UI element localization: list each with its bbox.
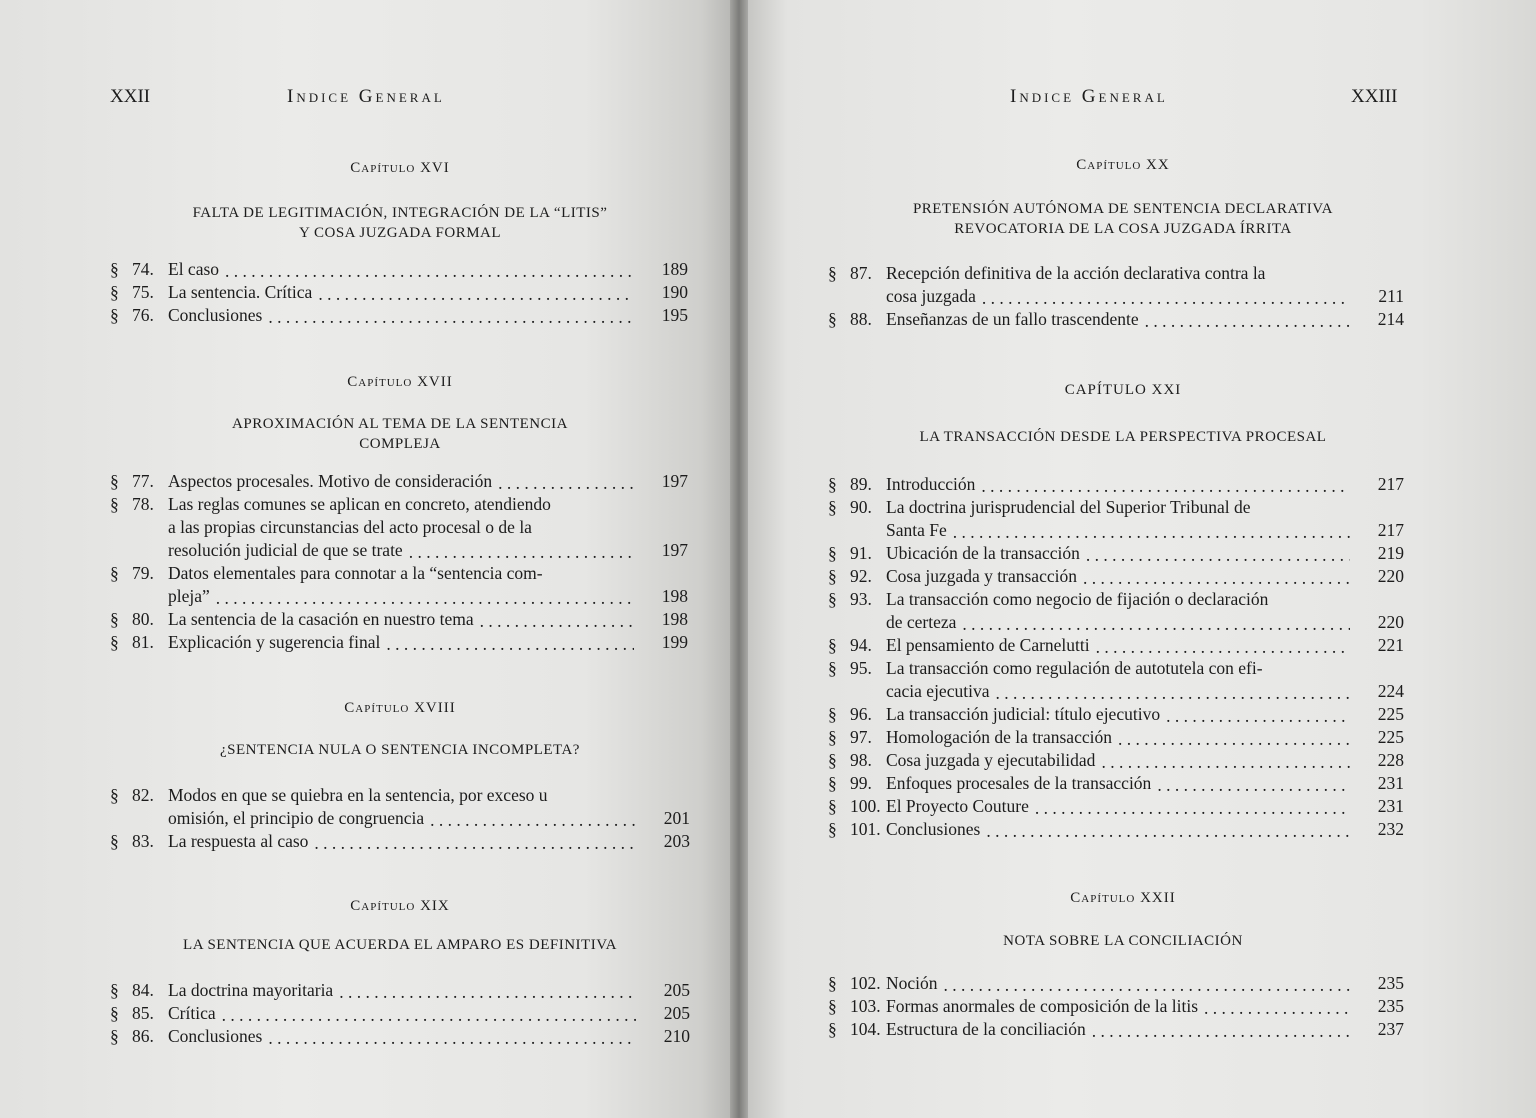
entry-page: 217 — [1377, 520, 1404, 540]
entry-text: pleja” — [168, 586, 210, 606]
entry-page: 232 — [1377, 819, 1404, 839]
leader-dots — [953, 521, 1350, 539]
toc-entry — [828, 473, 1404, 496]
entry-page: 231 — [1377, 796, 1404, 816]
section-number: 74. — [132, 259, 154, 279]
leader-dots — [981, 475, 1350, 493]
entry-text: La respuesta al caso — [168, 831, 309, 851]
entry-text: Modos en que se quiebra en la sentencia, por exceso u — [168, 785, 548, 805]
entry-text: cosa juzgada — [886, 286, 976, 306]
leader-dots — [986, 820, 1350, 838]
toc-entry — [828, 308, 1404, 331]
leader-dots — [216, 587, 634, 605]
entry-page: 221 — [1377, 635, 1404, 655]
toc-entry — [828, 795, 1404, 818]
leader-dots — [1166, 705, 1350, 723]
section-sign: § — [110, 494, 119, 514]
leader-dots — [409, 541, 634, 559]
entry-text: La transacción como negocio de fijación o declaración — [886, 589, 1269, 609]
entry-text: La transacción judicial: título ejecutivo — [886, 704, 1161, 724]
section-sign: § — [828, 635, 837, 655]
section-sign: § — [110, 305, 119, 325]
section-sign: § — [828, 704, 837, 724]
entry-page: 201 — [663, 808, 690, 828]
leader-dots — [1035, 797, 1350, 815]
section-number: 90. — [850, 497, 872, 517]
chapter-title-line: PRETENSIÓN AUTÓNOMA DE SENTENCIA DECLARATIVA — [912, 201, 1334, 217]
entry-text: El pensamiento de Carnelutti — [886, 635, 1090, 655]
toc-entry — [828, 726, 1404, 749]
section-sign: § — [110, 980, 119, 1000]
section-number: 104. — [850, 1019, 881, 1039]
section-number: 97. — [850, 727, 872, 747]
leader-dots — [480, 610, 634, 628]
chapter-title-line: APROXIMACIÓN AL TEMA DE LA SENTENCIA — [232, 416, 568, 432]
section-number: 82. — [132, 785, 154, 805]
toc-entry — [828, 262, 1404, 308]
toc-entry — [828, 634, 1404, 657]
entry-text: Explicación y sugerencia final — [168, 632, 381, 652]
section-sign: § — [828, 996, 837, 1016]
toc-entry — [828, 1018, 1404, 1041]
chapter-title-line: FALTA DE LEGITIMACIÓN, INTEGRACIÓN DE LA “LITIS” — [192, 205, 608, 221]
section-number: 89. — [850, 474, 872, 494]
leader-dots — [982, 287, 1350, 305]
chapter-title — [828, 427, 1418, 447]
toc-entry — [828, 565, 1404, 588]
chapter-title-line: COMPLEJA — [359, 436, 441, 452]
leader-dots — [1086, 544, 1350, 562]
section-sign: § — [110, 563, 119, 583]
entry-text: Las reglas comunes se aplican en concreto, atendiendo — [168, 494, 551, 514]
toc-entry — [828, 657, 1404, 703]
section-number: 80. — [132, 609, 154, 629]
entry-page: 224 — [1377, 681, 1404, 701]
section-sign: § — [828, 474, 837, 494]
section-sign: § — [110, 1026, 119, 1046]
toc-entry — [110, 493, 688, 562]
section-number: 81. — [132, 632, 154, 652]
entry-page: 237 — [1377, 1019, 1404, 1039]
toc-entry — [110, 979, 690, 1002]
section-number: 79. — [132, 563, 154, 583]
section-sign: § — [828, 658, 837, 678]
entry-page: 199 — [661, 632, 688, 652]
chapter-title — [828, 199, 1418, 239]
entry-page: 228 — [1377, 750, 1404, 770]
section-sign: § — [110, 785, 119, 805]
section-sign: § — [828, 750, 837, 770]
leader-dots — [339, 981, 636, 999]
entry-page: 195 — [661, 305, 688, 325]
entry-text: Homologación de la transacción — [886, 727, 1112, 747]
section-sign: § — [828, 263, 837, 283]
section-sign: § — [828, 566, 837, 586]
leader-dots — [1204, 997, 1350, 1015]
entry-page: 198 — [661, 586, 688, 606]
entry-text: Datos elementales para connotar a la “sentencia com- — [168, 563, 543, 583]
entry-page: 220 — [1377, 566, 1404, 586]
section-number: 100. — [850, 796, 881, 816]
entry-text: Conclusiones — [168, 305, 263, 325]
leader-dots — [1118, 728, 1350, 746]
section-number: 102. — [850, 973, 881, 993]
leader-dots — [944, 974, 1350, 992]
section-sign: § — [828, 973, 837, 993]
section-number: 99. — [850, 773, 872, 793]
toc-entry — [828, 542, 1404, 565]
entry-text: Introducción — [886, 474, 976, 494]
entry-text: El Proyecto Couture — [886, 796, 1029, 816]
section-number: 91. — [850, 543, 872, 563]
entry-text: Aspectos procesales. Motivo de consideración — [168, 471, 493, 491]
toc-entry-list — [110, 784, 690, 853]
section-number: 88. — [850, 309, 872, 329]
toc-entry — [110, 304, 688, 327]
entry-page: 220 — [1377, 612, 1404, 632]
leader-dots — [1101, 751, 1350, 769]
chapter-title-line: Y COSA JUZGADA FORMAL — [298, 225, 502, 241]
toc-entry — [828, 818, 1404, 841]
entry-page: 197 — [661, 540, 688, 560]
chapter-label: Capítulo XX — [1076, 157, 1170, 173]
entry-text: cacia ejecutiva — [886, 681, 990, 701]
section-sign: § — [110, 831, 119, 851]
section-number: 84. — [132, 980, 154, 1000]
entry-text: Ubicación de la transacción — [886, 543, 1080, 563]
entry-page: 198 — [661, 609, 688, 629]
entry-page: 211 — [1378, 286, 1404, 306]
toc-entry — [110, 258, 688, 281]
entry-page: 203 — [663, 831, 690, 851]
chapter-title — [110, 414, 690, 454]
leader-dots — [1096, 636, 1350, 654]
toc-entry — [110, 830, 690, 853]
entry-text: Conclusiones — [168, 1026, 263, 1046]
entry-text: de certeza — [886, 612, 957, 632]
chapter-title-line: LA SENTENCIA QUE ACUERDA EL AMPARO ES DEFINITIVA — [183, 937, 617, 953]
leader-dots — [1092, 1020, 1350, 1038]
entry-page: 235 — [1377, 973, 1404, 993]
entry-text: a las propias circunstancias del acto procesal o de la — [168, 517, 532, 537]
entry-page: 225 — [1377, 727, 1404, 747]
chapter-title-line: LA TRANSACCIÓN DESDE LA PERSPECTIVA PROCESAL — [919, 429, 1327, 445]
toc-entry-list — [110, 979, 690, 1048]
chapter-title-line: NOTA SOBRE LA CONCILIACIÓN — [1003, 933, 1243, 949]
toc-entry — [828, 703, 1404, 726]
section-sign: § — [828, 1019, 837, 1039]
section-number: 93. — [850, 589, 872, 609]
leader-dots — [962, 613, 1350, 631]
section-number: 101. — [850, 819, 881, 839]
entry-text: Recepción definitiva de la acción declarativa contra la — [886, 263, 1266, 283]
chapter-label: CAPÍTULO XXI — [1064, 382, 1182, 398]
entry-text: Cosa juzgada y ejecutabilidad — [886, 750, 1096, 770]
leader-dots — [1145, 310, 1350, 328]
entry-text: La sentencia de la casación en nuestro tema — [168, 609, 474, 629]
entry-text: La doctrina mayoritaria — [168, 980, 334, 1000]
section-number: 94. — [850, 635, 872, 655]
toc-entry — [110, 608, 688, 631]
entry-text: Enfoques procesales de la transacción — [886, 773, 1152, 793]
chapter-label: Capítulo XVI — [350, 160, 450, 176]
toc-entry — [828, 749, 1404, 772]
toc-entry — [110, 784, 690, 830]
entry-page: 219 — [1377, 543, 1404, 563]
section-number: 75. — [132, 282, 154, 302]
section-sign: § — [110, 609, 119, 629]
section-number: 86. — [132, 1026, 154, 1046]
toc-entry — [110, 562, 688, 608]
section-number: 98. — [850, 750, 872, 770]
toc-entry — [828, 995, 1404, 1018]
leader-dots — [268, 1027, 636, 1045]
leader-dots — [222, 1004, 636, 1022]
entry-page: 210 — [663, 1026, 690, 1046]
entry-text: Estructura de la conciliación — [886, 1019, 1086, 1039]
entry-page: 190 — [661, 282, 688, 302]
page-number: XXII — [110, 86, 151, 107]
section-sign: § — [110, 259, 119, 279]
leader-dots — [1083, 567, 1350, 585]
entry-page: 205 — [663, 980, 690, 1000]
leader-dots — [386, 633, 634, 651]
toc-entry-list — [110, 258, 688, 327]
entry-text: Noción — [886, 973, 938, 993]
entry-text: La sentencia. Crítica — [168, 282, 313, 302]
section-sign: § — [828, 309, 837, 329]
entry-text: Formas anormales de composición de la litis — [886, 996, 1199, 1016]
toc-entry-list — [110, 470, 688, 654]
leader-dots — [498, 472, 634, 490]
section-sign: § — [828, 589, 837, 609]
chapter-title — [110, 935, 690, 955]
entry-text: Santa Fe — [886, 520, 947, 540]
section-number: 92. — [850, 566, 872, 586]
entry-text: omisión, el principio de congruencia — [168, 808, 425, 828]
chapter-title — [110, 740, 690, 760]
running-head: Indice General — [1010, 86, 1168, 107]
section-number: 103. — [850, 996, 881, 1016]
toc-entry — [828, 772, 1404, 795]
entry-text: Enseñanzas de un fallo trascendente — [886, 309, 1139, 329]
running-head: Indice General — [287, 86, 445, 107]
toc-entry — [828, 972, 1404, 995]
leader-dots — [995, 682, 1350, 700]
leader-dots — [318, 283, 634, 301]
section-sign: § — [828, 727, 837, 747]
section-sign: § — [828, 497, 837, 517]
entry-text: Conclusiones — [886, 819, 981, 839]
section-sign: § — [828, 819, 837, 839]
entry-text: El caso — [168, 259, 220, 279]
toc-entry-list — [828, 972, 1404, 1041]
entry-text: La transacción como regulación de autotutela con efi- — [886, 658, 1263, 678]
chapter-title-line: REVOCATORIA DE LA COSA JUZGADA ÍRRITA — [954, 221, 1292, 237]
section-number: 85. — [132, 1003, 154, 1023]
entry-page: 205 — [663, 1003, 690, 1023]
leader-dots — [268, 306, 634, 324]
toc-entry — [110, 281, 688, 304]
entry-text: resolución judicial de que se trate — [168, 540, 403, 560]
entry-page: 231 — [1377, 773, 1404, 793]
entry-text: La doctrina jurisprudencial del Superior Tribunal de — [886, 497, 1251, 517]
leader-dots — [225, 260, 634, 278]
leader-dots — [1157, 774, 1350, 792]
section-number: 77. — [132, 471, 154, 491]
toc-entry — [110, 1002, 690, 1025]
page-number: XXIII — [1351, 86, 1398, 107]
section-sign: § — [110, 282, 119, 302]
chapter-title — [828, 931, 1418, 951]
section-number: 87. — [850, 263, 872, 283]
section-sign: § — [110, 471, 119, 491]
toc-entry — [828, 588, 1404, 634]
chapter-title-line: ¿SENTENCIA NULA O SENTENCIA INCOMPLETA? — [220, 742, 580, 758]
toc-entry — [110, 631, 688, 654]
left-page — [0, 0, 730, 1118]
section-number: 96. — [850, 704, 872, 724]
chapter-label: Capítulo XVII — [347, 374, 453, 390]
section-number: 95. — [850, 658, 872, 678]
entry-page: 235 — [1377, 996, 1404, 1016]
entry-page: 189 — [661, 259, 688, 279]
leader-dots — [430, 809, 636, 827]
right-page — [748, 0, 1536, 1118]
entry-text: Crítica — [168, 1003, 216, 1023]
toc-entry — [110, 1025, 690, 1048]
entry-page: 214 — [1377, 309, 1404, 329]
chapter-label: Capítulo XVIII — [344, 700, 456, 716]
section-sign: § — [828, 796, 837, 816]
leader-dots — [314, 832, 636, 850]
entry-page: 217 — [1377, 474, 1404, 494]
section-number: 78. — [132, 494, 154, 514]
toc-entry-list — [828, 473, 1404, 841]
section-number: 83. — [132, 831, 154, 851]
section-sign: § — [110, 1003, 119, 1023]
toc-entry — [828, 496, 1404, 542]
entry-text: Cosa juzgada y transacción — [886, 566, 1077, 586]
section-sign: § — [828, 773, 837, 793]
book-gutter — [730, 0, 748, 1118]
section-sign: § — [110, 632, 119, 652]
section-number: 76. — [132, 305, 154, 325]
chapter-label: Capítulo XXII — [1070, 890, 1176, 906]
chapter-label: Capítulo XIX — [350, 898, 450, 914]
toc-entry-list — [828, 262, 1404, 331]
toc-entry — [110, 470, 688, 493]
section-sign: § — [828, 543, 837, 563]
chapter-title — [110, 203, 690, 243]
entry-page: 225 — [1377, 704, 1404, 724]
entry-page: 197 — [661, 471, 688, 491]
